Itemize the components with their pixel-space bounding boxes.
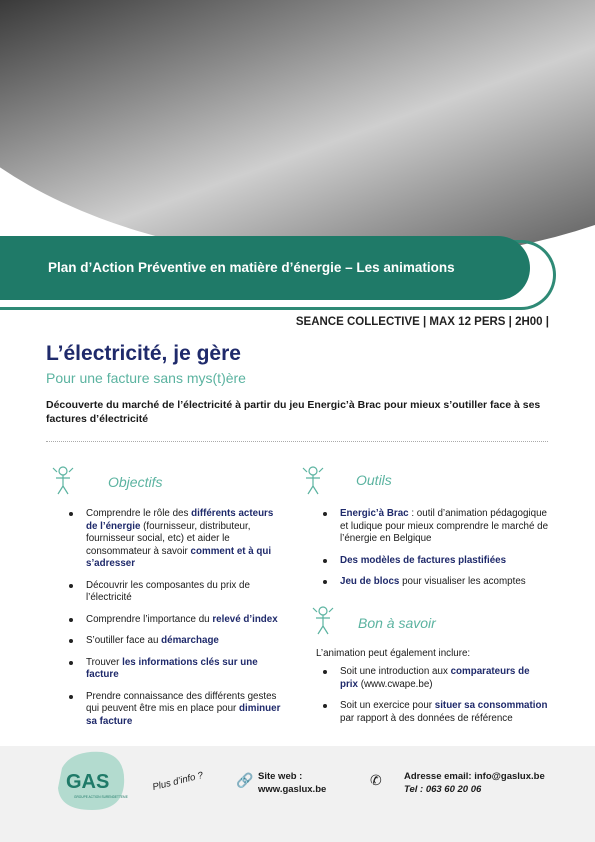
session-info: SEANCE COLLECTIVE | MAX 12 PERS | 2H00 | [295,316,549,328]
bon-title: Bon à savoir [358,615,436,631]
figure-icon [308,602,338,636]
objectifs-list [66,508,286,737]
site-link[interactable]: www.gaslux.be [258,784,327,795]
outils-list [320,508,550,598]
list-item: Soit un exercice pour situer sa consommation par rapport à des données de référence [320,700,550,725]
list-item: Comprendre le rôle des différents acteurs de l’énergie (fournisseur, distributeur, fournisseur social, etc) et aider le consommateur à savoir comment et à qui s’adresser [66,508,286,571]
plus-info: Plus d’info ? [151,769,205,794]
list-item: Prendre connaissance des différents gestes qui peuvent être mis en place pour diminuer sa facture [66,691,286,729]
header-photo [0,0,595,262]
divider [46,441,548,442]
list-item: Découvrir les composantes du prix de l’électricité [66,580,286,605]
list-item: Jeu de blocs pour visualiser les acomptes [320,576,550,589]
gas-logo [52,748,128,814]
logo-subtext: GROUPE ACTION SURENDETTEMENT [74,795,128,799]
tel-text: Tel : 063 60 20 06 [404,784,482,795]
page-subtitle: Pour une facture sans mys(t)ère [46,370,246,386]
list-item: Comprendre l’importance du relevé d’index [66,614,286,627]
list-item: S’outiller face au démarchage [66,635,286,648]
list-item: Trouver les informations clés sur une facture [66,657,286,682]
logo-text: GAS [66,771,110,793]
site-block [258,770,326,796]
contact-block [404,770,545,796]
phone-icon: ✆ [370,772,382,788]
figure-icon [48,462,78,496]
site-label: Site web : [258,771,303,782]
bon-intro: L’animation peut également inclure: [316,648,471,659]
outils-title: Outils [356,472,392,488]
list-item: Soit une introduction aux comparateurs de prix (www.cwape.be) [320,666,550,691]
bon-list [320,666,550,734]
figure-icon [298,462,328,496]
email-text[interactable]: Adresse email: info@gaslux.be [404,771,545,782]
list-item: Energic’à Brac : outil d’animation pédagogique et ludique pour mieux comprendre le marché de l’énergie en Belgique [320,508,550,546]
banner-title: Plan d’Action Préventive en matière d’énergie – Les animations [48,260,455,275]
link-icon: 🔗 [236,772,254,788]
intro-text: Découverte du marché de l’électricité à partir du jeu Energic’à Brac pour mieux s’outiller face à ses factures d’électricité [46,399,541,425]
list-item: Des modèles de factures plastifiées [320,555,550,568]
objectifs-title: Objectifs [108,474,163,490]
page-title: L’électricité, je gère [46,342,241,365]
